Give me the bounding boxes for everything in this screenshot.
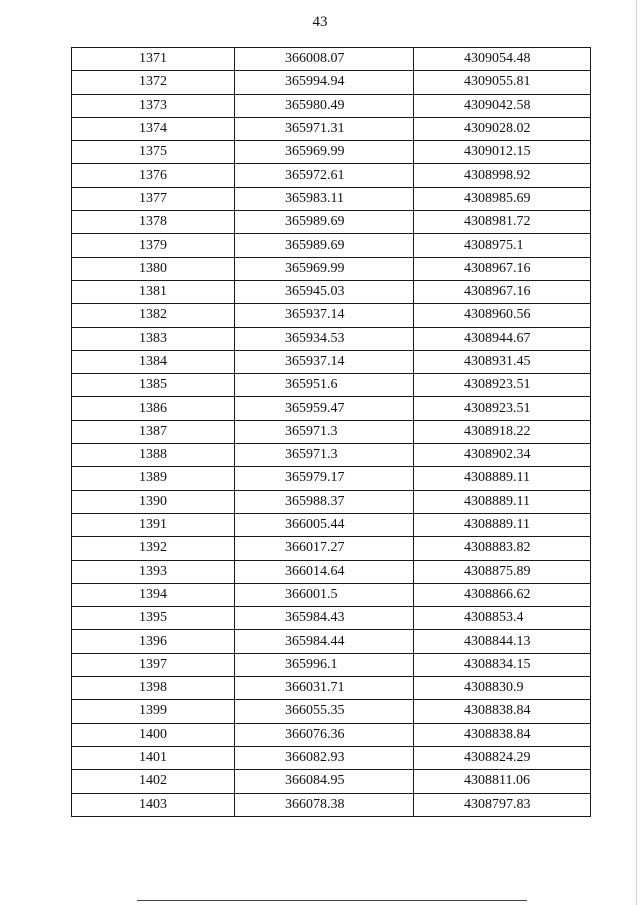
point-number-cell: 1396: [72, 630, 235, 653]
x-coordinate-cell: 366017.27: [235, 537, 414, 560]
y-coordinate-cell: 4308838.84: [414, 700, 591, 723]
table-row: [72, 327, 591, 350]
y-coordinate-cell: 4308944.67: [414, 327, 591, 350]
x-coordinate-cell: 365934.53: [235, 327, 414, 350]
x-coordinate-cell: 366055.35: [235, 700, 414, 723]
table-row: [72, 607, 591, 630]
x-coordinate-cell: 365979.17: [235, 467, 414, 490]
x-coordinate-cell: 365937.14: [235, 350, 414, 373]
table-row: [72, 630, 591, 653]
table-row: [72, 234, 591, 257]
table-row: [72, 677, 591, 700]
point-number-cell: 1391: [72, 513, 235, 536]
page-edge-line: [636, 0, 637, 905]
table-row: [72, 746, 591, 769]
table-row: [72, 513, 591, 536]
point-number-cell: 1380: [72, 257, 235, 280]
table-row: [72, 490, 591, 513]
point-number-cell: 1379: [72, 234, 235, 257]
point-number-cell: 1381: [72, 280, 235, 303]
table-row: [72, 280, 591, 303]
x-coordinate-cell: 366008.07: [235, 48, 414, 71]
x-coordinate-cell: 365983.11: [235, 187, 414, 210]
point-number-cell: 1377: [72, 187, 235, 210]
y-coordinate-cell: 4308960.56: [414, 304, 591, 327]
table-row: [72, 187, 591, 210]
y-coordinate-cell: 4309042.58: [414, 94, 591, 117]
y-coordinate-cell: 4308975.1: [414, 234, 591, 257]
x-coordinate-cell: 365969.99: [235, 141, 414, 164]
table-row: [72, 141, 591, 164]
y-coordinate-cell: 4308918.22: [414, 420, 591, 443]
y-coordinate-cell: 4308797.83: [414, 793, 591, 816]
point-number-cell: 1384: [72, 350, 235, 373]
y-coordinate-cell: 4308985.69: [414, 187, 591, 210]
point-number-cell: 1385: [72, 374, 235, 397]
point-number-cell: 1388: [72, 444, 235, 467]
y-coordinate-cell: 4309028.02: [414, 117, 591, 140]
y-coordinate-cell: 4308853.4: [414, 607, 591, 630]
point-number-cell: 1383: [72, 327, 235, 350]
x-coordinate-cell: 366005.44: [235, 513, 414, 536]
table-row: [72, 257, 591, 280]
y-coordinate-cell: 4308889.11: [414, 467, 591, 490]
table-row: [72, 397, 591, 420]
point-number-cell: 1392: [72, 537, 235, 560]
point-number-cell: 1394: [72, 583, 235, 606]
point-number-cell: 1402: [72, 770, 235, 793]
point-number-cell: 1376: [72, 164, 235, 187]
bottom-rule-line: [137, 900, 527, 901]
table-row: [72, 444, 591, 467]
table-row: [72, 164, 591, 187]
x-coordinate-cell: 365989.69: [235, 234, 414, 257]
x-coordinate-cell: 365951.6: [235, 374, 414, 397]
point-number-cell: 1398: [72, 677, 235, 700]
table-row: [72, 583, 591, 606]
table-row: [72, 94, 591, 117]
point-number-cell: 1403: [72, 793, 235, 816]
point-number-cell: 1372: [72, 71, 235, 94]
y-coordinate-cell: 4309054.48: [414, 48, 591, 71]
x-coordinate-cell: 365984.44: [235, 630, 414, 653]
x-coordinate-cell: 365988.37: [235, 490, 414, 513]
y-coordinate-cell: 4309055.81: [414, 71, 591, 94]
y-coordinate-cell: 4308923.51: [414, 374, 591, 397]
y-coordinate-cell: 4308998.92: [414, 164, 591, 187]
x-coordinate-cell: 366076.36: [235, 723, 414, 746]
point-number-cell: 1395: [72, 607, 235, 630]
table-row: [72, 71, 591, 94]
table-row: [72, 420, 591, 443]
y-coordinate-cell: 4308875.89: [414, 560, 591, 583]
y-coordinate-cell: 4308931.45: [414, 350, 591, 373]
point-number-cell: 1386: [72, 397, 235, 420]
y-coordinate-cell: 4308834.15: [414, 653, 591, 676]
x-coordinate-cell: 366078.38: [235, 793, 414, 816]
point-number-cell: 1397: [72, 653, 235, 676]
x-coordinate-cell: 366084.95: [235, 770, 414, 793]
x-coordinate-cell: 366014.64: [235, 560, 414, 583]
point-number-cell: 1374: [72, 117, 235, 140]
x-coordinate-cell: 365980.49: [235, 94, 414, 117]
x-coordinate-cell: 365969.99: [235, 257, 414, 280]
table-row: [72, 211, 591, 234]
y-coordinate-cell: 4308902.34: [414, 444, 591, 467]
table-row: [72, 700, 591, 723]
point-number-cell: 1378: [72, 211, 235, 234]
y-coordinate-cell: 4308838.84: [414, 723, 591, 746]
x-coordinate-cell: 365937.14: [235, 304, 414, 327]
y-coordinate-cell: 4308844.13: [414, 630, 591, 653]
x-coordinate-cell: 366082.93: [235, 746, 414, 769]
point-number-cell: 1399: [72, 700, 235, 723]
table-row: [72, 304, 591, 327]
y-coordinate-cell: 4308883.82: [414, 537, 591, 560]
x-coordinate-cell: 365971.3: [235, 444, 414, 467]
point-number-cell: 1375: [72, 141, 235, 164]
x-coordinate-cell: 365959.47: [235, 397, 414, 420]
table-row: [72, 793, 591, 816]
y-coordinate-cell: 4308981.72: [414, 211, 591, 234]
point-number-cell: 1401: [72, 746, 235, 769]
table-row: [72, 723, 591, 746]
point-number-cell: 1400: [72, 723, 235, 746]
table-row: [72, 374, 591, 397]
x-coordinate-cell: 365945.03: [235, 280, 414, 303]
x-coordinate-cell: 365989.69: [235, 211, 414, 234]
table-body: [72, 48, 591, 817]
x-coordinate-cell: 365971.3: [235, 420, 414, 443]
y-coordinate-cell: 4308889.11: [414, 490, 591, 513]
y-coordinate-cell: 4308967.16: [414, 280, 591, 303]
coordinates-table: [71, 47, 591, 817]
x-coordinate-cell: 366031.71: [235, 677, 414, 700]
x-coordinate-cell: 365972.61: [235, 164, 414, 187]
x-coordinate-cell: 365971.31: [235, 117, 414, 140]
y-coordinate-cell: 4308811.06: [414, 770, 591, 793]
point-number-cell: 1382: [72, 304, 235, 327]
y-coordinate-cell: 4308824.29: [414, 746, 591, 769]
table-row: [72, 653, 591, 676]
x-coordinate-cell: 365994.94: [235, 71, 414, 94]
table-row: [72, 48, 591, 71]
point-number-cell: 1389: [72, 467, 235, 490]
y-coordinate-cell: 4308866.62: [414, 583, 591, 606]
y-coordinate-cell: 4308889.11: [414, 513, 591, 536]
x-coordinate-cell: 365984.43: [235, 607, 414, 630]
y-coordinate-cell: 4308967.16: [414, 257, 591, 280]
table-row: [72, 467, 591, 490]
table-row: [72, 537, 591, 560]
table-row: [72, 770, 591, 793]
table-row: [72, 350, 591, 373]
point-number-cell: 1393: [72, 560, 235, 583]
table-row: [72, 117, 591, 140]
point-number-cell: 1373: [72, 94, 235, 117]
y-coordinate-cell: 4308830.9: [414, 677, 591, 700]
point-number-cell: 1390: [72, 490, 235, 513]
y-coordinate-cell: 4309012.15: [414, 141, 591, 164]
x-coordinate-cell: 365996.1: [235, 653, 414, 676]
point-number-cell: 1387: [72, 420, 235, 443]
point-number-cell: 1371: [72, 48, 235, 71]
y-coordinate-cell: 4308923.51: [414, 397, 591, 420]
x-coordinate-cell: 366001.5: [235, 583, 414, 606]
table-row: [72, 560, 591, 583]
page-number: 43: [312, 14, 328, 30]
